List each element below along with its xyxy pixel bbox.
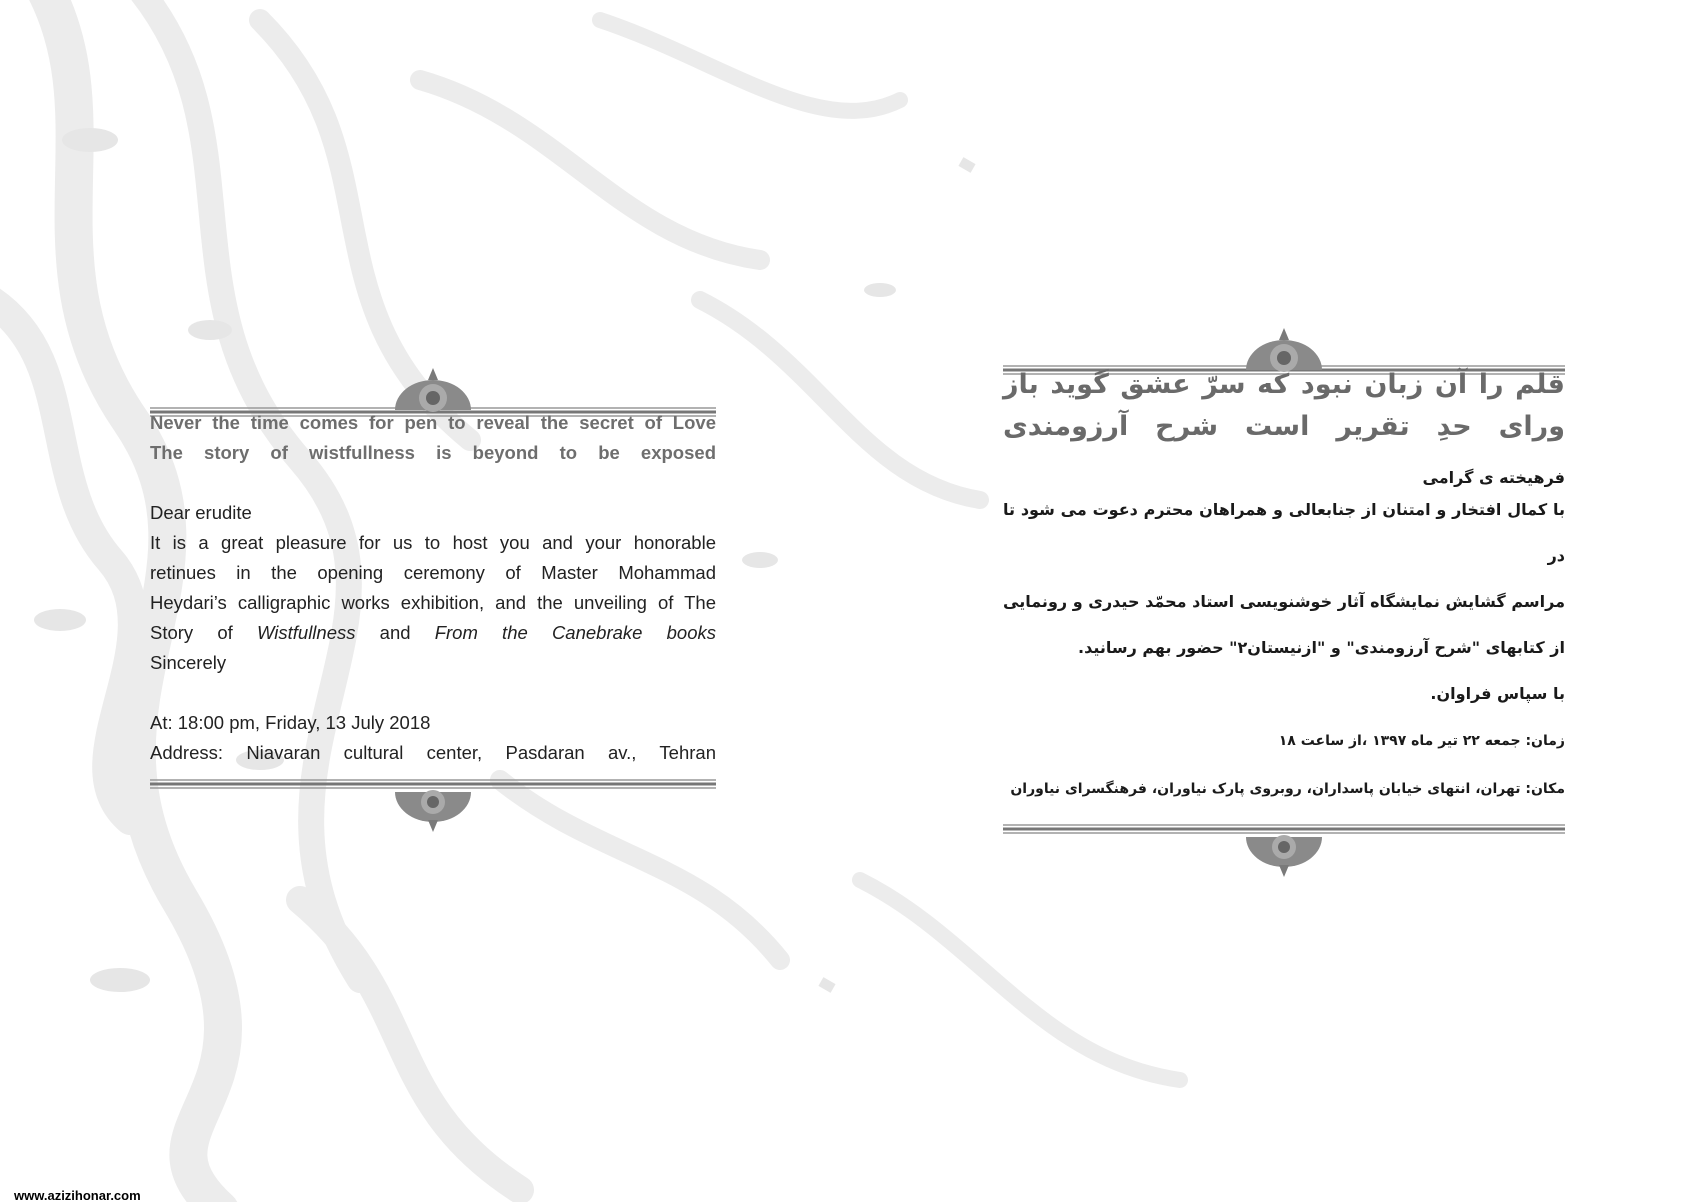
persian-verse-line-2: ورای حدِ تقریر است شرح آرزومندی <box>1003 411 1565 442</box>
persian-body-line-2: مراسم گشایش نمایشگاه آثار خوشنویسی استاد محمّد حیدری و رونمایی <box>1003 592 1565 611</box>
english-salutation: Dear erudite <box>150 502 252 523</box>
book-title-wistfullness: Wistfullness <box>256 622 356 643</box>
english-body-line-4 <box>150 618 716 648</box>
english-verse-line-2: The story of wistfullness is beyond to be exposed <box>150 442 716 463</box>
bottom-ornament-divider-fa <box>1003 813 1565 883</box>
persian-verse-line-1: قلم را آن زبان نبود که سرّ عشق گوید باز <box>1003 369 1565 400</box>
english-body-line-3: Heydari’s calligraphic works exhibition, and the unveiling of The <box>150 592 716 613</box>
book-title-canebrake: From the Canebrake books <box>434 622 716 643</box>
english-body-line-1: It is a great pleasure for us to host you and your honorable <box>150 532 716 553</box>
persian-time: زمان: جمعه ۲۲ تیر ماه ۱۳۹۷ ،از ساعت ۱۸ <box>1278 733 1565 749</box>
persian-body-line-3: از کتابهای "شرح آرزومندی" و "ازنیستان۲" حضور بهم رسانید. <box>1078 638 1565 657</box>
website-url: www.azizihonar.com <box>14 1188 141 1203</box>
persian-place: مکان: تهران، انتهای خیابان پاسداران، روبروی پارک نیاوران، فرهنگسرای نیاوران <box>1010 781 1565 797</box>
english-body-line-4-a: Story of <box>150 622 257 643</box>
persian-salutation: فرهیخته ی گرامی <box>1422 468 1565 487</box>
english-invitation-panel <box>150 360 716 838</box>
english-body-line-4-b: and <box>355 622 435 643</box>
english-body-line-2: retinues in the opening ceremony of Master Mohammad <box>150 562 716 583</box>
english-address: Address: Niavaran cultural center, Pasdaran av., Tehran <box>150 742 716 763</box>
english-verse-line-1: Never the time comes for pen to reveal the secret of Love <box>150 412 716 433</box>
persian-body-line-1: با کمال افتخار و امتنان از جنابعالی و همراهان محترم دعوت می شود تا در <box>1003 500 1565 565</box>
persian-invitation-panel <box>1003 320 1565 883</box>
bottom-ornament-divider <box>150 768 716 838</box>
english-closing: Sincerely <box>150 652 227 673</box>
english-time: At: 18:00 pm, Friday, 13 July 2018 <box>150 712 431 733</box>
persian-closing: با سپاس فراوان. <box>1430 684 1565 703</box>
